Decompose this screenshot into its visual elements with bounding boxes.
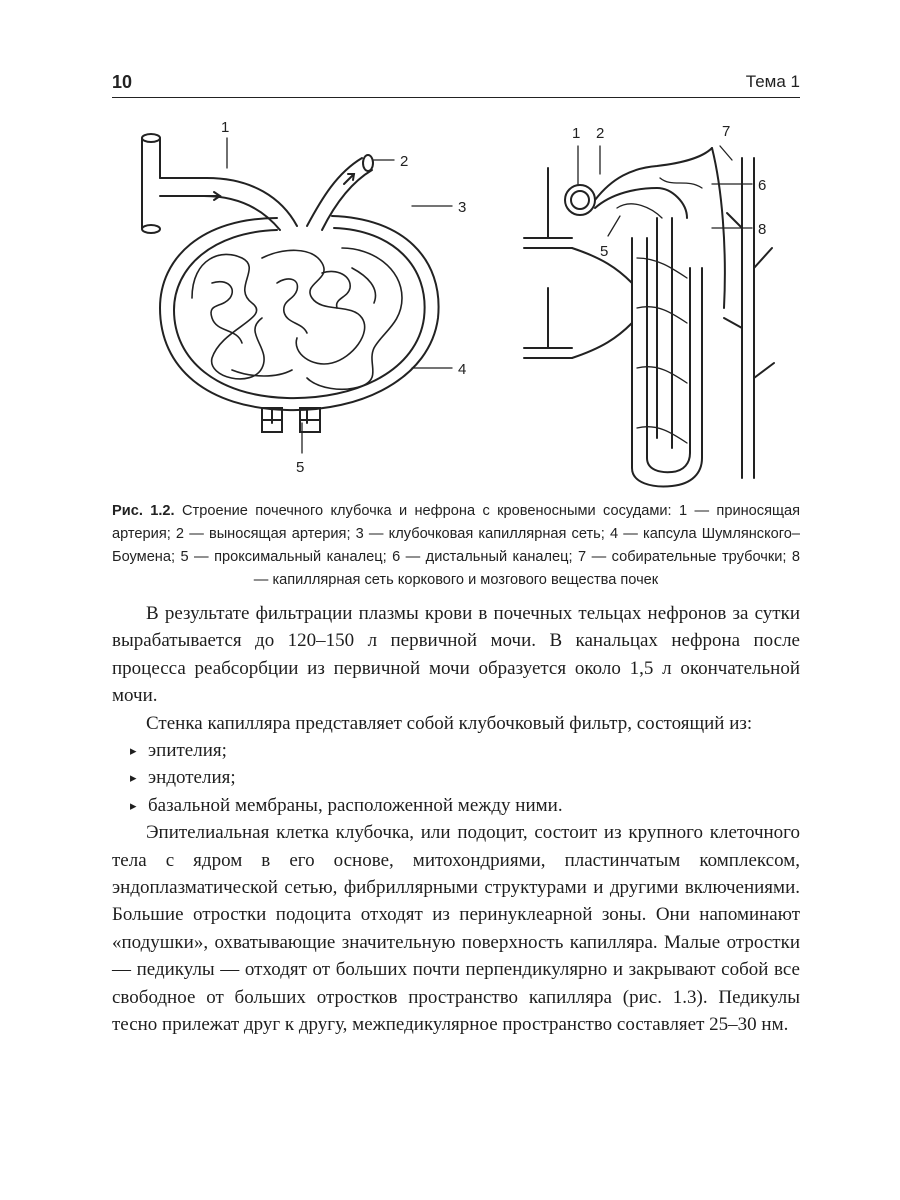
label-r5: 5	[600, 243, 609, 260]
page-header	[112, 70, 800, 100]
label-r6: 6	[758, 177, 767, 194]
list-item-text: базальной мембраны, расположенной между ними.	[148, 794, 563, 816]
paragraph: Стенка капилляра представляет собой клубочковый фильтр, состоящий из:	[146, 712, 753, 734]
caption-label: Рис. 1.2.	[112, 503, 175, 519]
list-item	[112, 737, 800, 764]
label-r7: 7	[722, 123, 731, 140]
list-item	[112, 792, 800, 819]
label-r2: 2	[596, 125, 605, 142]
header-rule	[112, 97, 800, 98]
label-r1: 1	[572, 125, 581, 142]
section-title: Тема 1	[745, 72, 800, 91]
label-2: 2	[400, 153, 409, 170]
nephron-illustration	[112, 108, 800, 500]
label-5: 5	[296, 459, 305, 476]
list-item	[112, 764, 800, 791]
paragraph: Эпителиальная клетка клубочка, или подоцит, состоит из крупного клеточного тела с ядром в его основе, митохондриями, пластинчатым комплексом, эндоплазматической сетью, фибриллярными структурами и другими включениями. Большие отростки подоцита отходят из перинуклеарной зоны. Они напоминают «подушки», охватывающие значительную поверхность капилляра. Малые отростки — педикулы — отходят от больших почти перпендикулярно и закрывают собой все свободное от больших отростков пространство капилляра (рис. 1.3). Педикулы тесно прилежат друг к другу, межпедикулярное пространство составляет 25–30 нм.	[112, 822, 800, 1036]
label-4: 4	[458, 361, 467, 378]
figure-nephron	[112, 108, 800, 500]
label-1: 1	[221, 119, 230, 136]
list-item-text: эпителия;	[148, 740, 227, 762]
bullet-icon: ▸	[130, 797, 137, 813]
paragraph: В результате фильтрации плазмы крови в почечных тельцах нефронов за сутки вырабатывается до 120–150 л первичной мочи. В канальцах нефрона после процесса реабсорбции из первичной мочи образуется около 1,5 л окончательной мочи.	[112, 603, 800, 707]
body-text	[112, 600, 800, 1039]
figure-caption	[112, 500, 800, 592]
page-number: 10	[112, 72, 133, 92]
caption-text: Строение почечного клубочка и нефрона с кровеносными сосудами: 1 — приносящая артерия; 2 — выносящая артерия; 3 — клубочковая капиллярная сеть; 4 — капсула Шумлянского–Боумена; 5 — проксимальный каналец; 6 — дистальный каналец; 7 — собирательные трубочки; 8 — капиллярная сеть коркового и мозгового вещества почек	[112, 503, 801, 588]
bullet-list	[112, 737, 800, 819]
bullet-icon: ▸	[130, 770, 137, 786]
bullet-icon: ▸	[130, 743, 137, 759]
list-item-text: эндотелия;	[148, 767, 236, 789]
label-r8: 8	[758, 221, 767, 238]
label-3: 3	[458, 199, 467, 216]
